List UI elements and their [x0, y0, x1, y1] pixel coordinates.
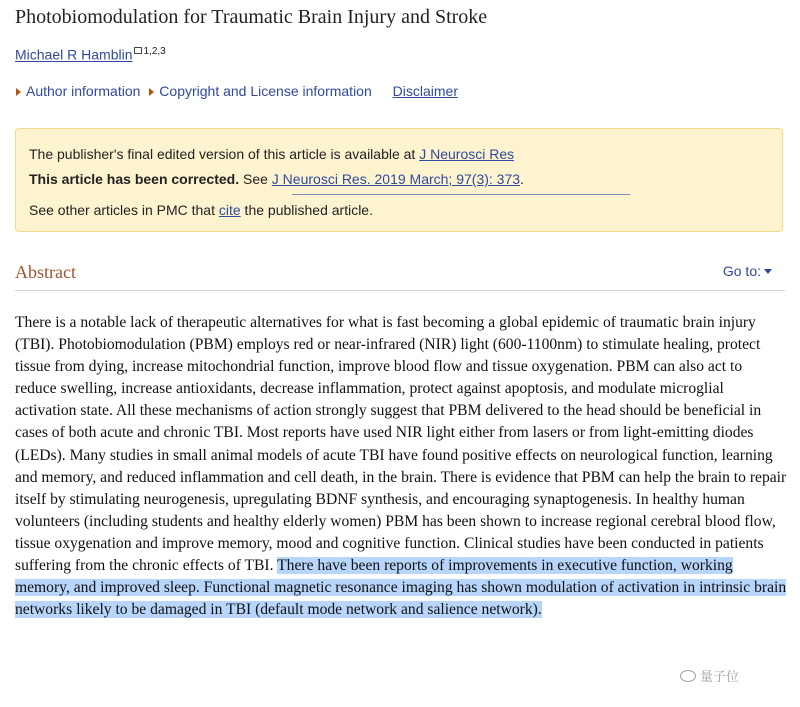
- abstract-text: [15, 312, 787, 621]
- abstract-text-highlighted: There have been reports of improvements in executive function, working memory, and improved sleep. Functional magnetic resonance imaging has shown modulation of activation in intrinsic brain networks likely to be damaged in TBI (default mode network and salience network).: [15, 557, 787, 619]
- article-title: Photobiomodulation for Traumatic Brain Injury and Stroke: [15, 6, 488, 28]
- author-affiliations[interactable]: 1,2,3: [143, 46, 166, 57]
- author-link[interactable]: Michael R Hamblin: [15, 46, 133, 63]
- triangle-right-icon: [149, 88, 154, 96]
- notice-divider: [292, 194, 630, 195]
- author-information-toggle[interactable]: Author information: [16, 83, 140, 99]
- goto-menu[interactable]: Go to:: [723, 263, 772, 279]
- author-line: [15, 46, 166, 63]
- article-info-links: [16, 83, 458, 99]
- cite-link[interactable]: cite: [218, 202, 241, 218]
- disclaimer-link[interactable]: Disclaimer: [392, 83, 458, 99]
- chevron-down-icon: [764, 269, 772, 274]
- abstract-text-plain: There is a notable lack of therapeutic alternatives for what is fast becoming a global epidemic of traumatic brain injury (TBI). Photobiomodulation (PBM) employs red or near-infrared (NIR) light (600-1100nm) to stimulate healing, protect tissue from dying, increase mitochondrial function, improve blood flow and tissue oxygenation. PBM can also act to reduce swelling, increase antioxidants, decrease inflammation, protect against apoptosis, and modulate microglial activation state. All these mechanisms of action strongly suggest that PBM delivered to the head should be beneficial in cases of both acute and chronic TBI. Most reports have used NIR light either from lasers or from light-emitting diodes (LEDs). Many studies in small animal models of acute TBI have found positive effects on neurological function, learning and memory, and reduced inflammation and cell death, in the brain. There is evidence that PBM can help the brain to repair itself by stimulating neurogenesis, upregulating BDNF synthesis, and encouraging synaptogenesis. In healthy human volunteers (including students and healthy elderly women) PBM has been shown to increase regional cerebral blood flow, tissue oxygenation and improve memory, mood and cognitive function. Clinical studies have been conducted in patients suffering from the chronic effects of TBI.: [15, 314, 787, 575]
- triangle-right-icon: [16, 88, 21, 96]
- publisher-notice-box: [15, 128, 783, 232]
- notice-line-cite: See other articles in PMC that cite the published article.: [29, 202, 373, 218]
- watermark: 量子位: [680, 666, 739, 685]
- section-divider: [15, 290, 785, 291]
- copyright-toggle[interactable]: Copyright and License information: [149, 83, 371, 99]
- wechat-logo-icon: [680, 670, 696, 682]
- journal-link[interactable]: J Neurosci Res: [419, 146, 515, 162]
- notice-line-publisher: The publisher's final edited version of this article is available at J Neurosci Res: [29, 146, 515, 162]
- email-icon[interactable]: [134, 47, 142, 54]
- notice-line-correction: This article has been corrected. See J Neurosci Res. 2019 March; 97(3): 373.: [29, 171, 524, 187]
- correction-label: This article has been corrected.: [29, 171, 240, 187]
- abstract-heading: Abstract: [15, 262, 76, 282]
- correction-link[interactable]: J Neurosci Res. 2019 March; 97(3): 373: [271, 171, 521, 187]
